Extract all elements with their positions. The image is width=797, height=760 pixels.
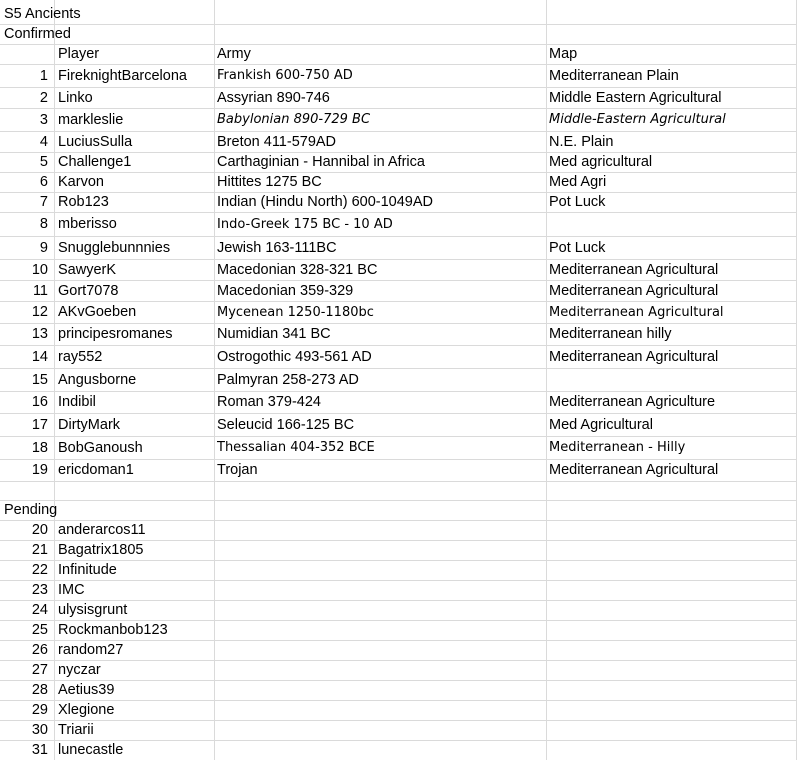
table-row: [0, 459, 797, 481]
map-cell[interactable]: Mediterranean - Hilly: [549, 440, 686, 455]
table-row: [0, 323, 797, 345]
table-row: [0, 192, 797, 212]
map-cell[interactable]: Med Agricultural: [549, 416, 653, 433]
player-cell[interactable]: Challenge1: [58, 154, 132, 170]
row-divider: [0, 481, 797, 482]
player-cell[interactable]: ericdoman1: [58, 462, 134, 478]
army-cell[interactable]: Thessalian 404-352 BCE: [217, 440, 375, 455]
player-cell[interactable]: Rockmanbob123: [58, 622, 168, 638]
table-row: [0, 87, 797, 108]
player-cell[interactable]: Bagatrix1805: [58, 542, 144, 558]
player-cell[interactable]: lunecastle: [58, 742, 124, 758]
sheet-title[interactable]: S5 Ancients: [4, 6, 81, 22]
table-row: [0, 280, 797, 301]
confirmed-section-label[interactable]: Confirmed: [4, 26, 71, 42]
table-row: [0, 236, 797, 259]
army-cell[interactable]: Jewish 163-111BC: [217, 239, 337, 256]
row-number-cell[interactable]: 22: [31, 562, 48, 578]
row-number-cell[interactable]: 11: [32, 282, 48, 299]
player-cell[interactable]: IMC: [58, 582, 85, 598]
player-cell[interactable]: DirtyMark: [58, 416, 121, 433]
row-number-cell[interactable]: 18: [31, 439, 48, 456]
row-number-cell[interactable]: 21: [31, 542, 48, 558]
map-cell[interactable]: Mediterranean Agricultural: [549, 304, 724, 320]
table-row: [0, 520, 797, 540]
table-row: [0, 131, 797, 152]
player-cell[interactable]: Indibil: [58, 394, 96, 410]
army-cell[interactable]: Seleucid 166-125 BC: [217, 416, 355, 433]
player-cell[interactable]: Snugglebunnnies: [58, 239, 171, 256]
army-cell[interactable]: Mycenean 1250-1180bc: [217, 304, 374, 320]
table-row: [0, 391, 797, 413]
map-cell[interactable]: Mediterranean Plain: [549, 67, 679, 84]
map-cell[interactable]: [549, 212, 795, 236]
row-number-cell[interactable]: 23: [31, 582, 48, 598]
row-number-cell[interactable]: 4: [39, 133, 48, 150]
pending-section-label[interactable]: Pending: [4, 502, 58, 518]
player-cell[interactable]: FireknightBarcelona: [58, 67, 187, 84]
player-cell[interactable]: Gort7078: [58, 282, 119, 299]
player-cell[interactable]: BobGanoush: [58, 439, 143, 456]
table-row: [0, 212, 797, 236]
row-number-cell[interactable]: 14: [31, 348, 48, 365]
player-cell[interactable]: LuciusSulla: [58, 133, 133, 150]
player-cell[interactable]: Rob123: [58, 194, 109, 210]
table-row: [0, 600, 797, 620]
row-number-cell[interactable]: 25: [31, 622, 48, 638]
table-row: [0, 64, 797, 87]
row-number-cell[interactable]: 20: [31, 522, 48, 538]
map-cell[interactable]: Pot Luck: [549, 239, 606, 256]
row-number-cell[interactable]: 17: [31, 416, 48, 433]
map-cell[interactable]: Mediterranean Agricultural: [549, 462, 719, 478]
row-number-cell[interactable]: 13: [31, 326, 48, 342]
row-number-cell[interactable]: 28: [31, 682, 48, 698]
player-cell[interactable]: Triarii: [58, 722, 94, 738]
player-cell[interactable]: ulysisgrunt: [58, 602, 128, 618]
row-number-cell[interactable]: 31: [31, 742, 48, 758]
table-row: [0, 720, 797, 740]
row-number-cell[interactable]: 5: [39, 154, 48, 170]
table-row: [0, 259, 797, 280]
player-cell[interactable]: Karvon: [58, 174, 104, 190]
map-cell[interactable]: Mediterranean Agricultural: [549, 261, 719, 278]
row-number-cell[interactable]: 3: [39, 111, 48, 128]
map-cell[interactable]: Med Agri: [549, 174, 607, 190]
row-number-cell[interactable]: 8: [39, 216, 48, 232]
map-cell[interactable]: Middle Eastern Agricultural: [549, 89, 722, 106]
row-number-cell[interactable]: 7: [39, 194, 48, 210]
player-cell[interactable]: mberisso: [58, 216, 117, 232]
player-cell[interactable]: ray552: [58, 348, 103, 365]
row-number-cell[interactable]: 16: [31, 394, 48, 410]
table-row: [0, 540, 797, 560]
confirmed-section-row: [0, 24, 797, 44]
player-cell[interactable]: AKvGoeben: [58, 304, 137, 320]
table-row: [0, 301, 797, 323]
table-row: [0, 172, 797, 192]
row-number-cell[interactable]: 29: [31, 702, 48, 718]
army-cell[interactable]: Indo-Greek 175 BC - 10 AD: [217, 216, 393, 232]
row-number-cell[interactable]: 6: [39, 174, 48, 190]
table-row: [0, 640, 797, 660]
row-number-cell[interactable]: 27: [31, 662, 48, 678]
army-cell[interactable]: Macedonian 359-329: [217, 282, 354, 299]
table-row: [0, 345, 797, 368]
army-cell[interactable]: Ostrogothic 493-561 AD: [217, 348, 372, 365]
army-cell[interactable]: Roman 379-424: [217, 394, 321, 410]
map-cell[interactable]: [549, 368, 795, 391]
table-row: [0, 436, 797, 459]
player-cell[interactable]: anderarcos11: [58, 522, 146, 538]
title-row: [0, 4, 797, 24]
player-column-header[interactable]: Player: [58, 46, 100, 62]
army-cell[interactable]: Macedonian 328-321 BC: [217, 261, 378, 278]
army-cell[interactable]: Carthaginian - Hannibal in Africa: [217, 154, 425, 170]
table-row: [0, 680, 797, 700]
player-cell[interactable]: nyczar: [58, 662, 101, 678]
row-number-cell[interactable]: 19: [31, 462, 48, 478]
map-cell[interactable]: Mediterranean Agricultural: [549, 348, 719, 365]
player-cell[interactable]: Xlegione: [58, 702, 115, 718]
player-cell[interactable]: Linko: [58, 89, 93, 106]
map-column-header[interactable]: Map: [549, 46, 578, 62]
row-number-cell[interactable]: 30: [31, 722, 48, 738]
army-cell[interactable]: Breton 411-579AD: [217, 133, 337, 150]
army-cell[interactable]: Hittites 1275 BC: [217, 174, 322, 190]
table-row: [0, 740, 797, 760]
table-row: [0, 620, 797, 640]
map-cell[interactable]: Mediterranean hilly: [549, 326, 672, 342]
player-cell[interactable]: SawyerK: [58, 261, 117, 278]
table-row: [0, 700, 797, 720]
table-row: [0, 660, 797, 680]
army-cell[interactable]: Indian (Hindu North) 600-1049AD: [217, 194, 434, 210]
row-number-cell[interactable]: 2: [39, 89, 48, 106]
player-cell[interactable]: markleslie: [58, 111, 124, 128]
map-cell[interactable]: Pot Luck: [549, 194, 606, 210]
row-number-cell[interactable]: 15: [31, 371, 48, 388]
row-number-cell[interactable]: 9: [39, 239, 48, 256]
map-cell[interactable]: N.E. Plain: [549, 133, 614, 150]
table-row: [0, 108, 797, 131]
player-cell[interactable]: principesromanes: [58, 326, 173, 342]
map-cell[interactable]: Middle-Eastern Agricultural: [549, 112, 726, 127]
table-row: [0, 560, 797, 580]
map-cell[interactable]: Med agricultural: [549, 154, 653, 170]
row-number-cell[interactable]: 10: [31, 261, 48, 278]
player-cell[interactable]: Aetius39: [58, 682, 115, 698]
player-cell[interactable]: random27: [58, 642, 124, 658]
army-cell[interactable]: Palmyran 258-273 AD: [217, 371, 359, 388]
table-row: [0, 152, 797, 172]
army-cell[interactable]: Trojan: [217, 462, 258, 478]
row-number-cell[interactable]: 24: [31, 602, 48, 618]
map-cell[interactable]: Mediterranean Agriculture: [549, 394, 716, 410]
army-cell[interactable]: Frankish 600-750 AD: [217, 68, 353, 83]
pending-section-row: [0, 500, 797, 520]
army-cell[interactable]: Babylonian 890-729 BC: [217, 112, 371, 127]
army-cell[interactable]: Numidian 341 BC: [217, 326, 331, 342]
header-row: [0, 44, 797, 64]
table-row: [0, 368, 797, 391]
map-cell[interactable]: Mediterranean Agricultural: [549, 282, 719, 299]
row-number-cell[interactable]: 12: [31, 304, 48, 320]
row-number-cell[interactable]: 1: [39, 67, 48, 84]
table-row: [0, 413, 797, 436]
army-cell[interactable]: Assyrian 890-746: [217, 89, 330, 106]
army-column-header[interactable]: Army: [217, 46, 251, 62]
player-cell[interactable]: Infinitude: [58, 562, 117, 578]
table-row: [0, 580, 797, 600]
row-number-cell[interactable]: 26: [31, 642, 48, 658]
player-cell[interactable]: Angusborne: [58, 371, 137, 388]
